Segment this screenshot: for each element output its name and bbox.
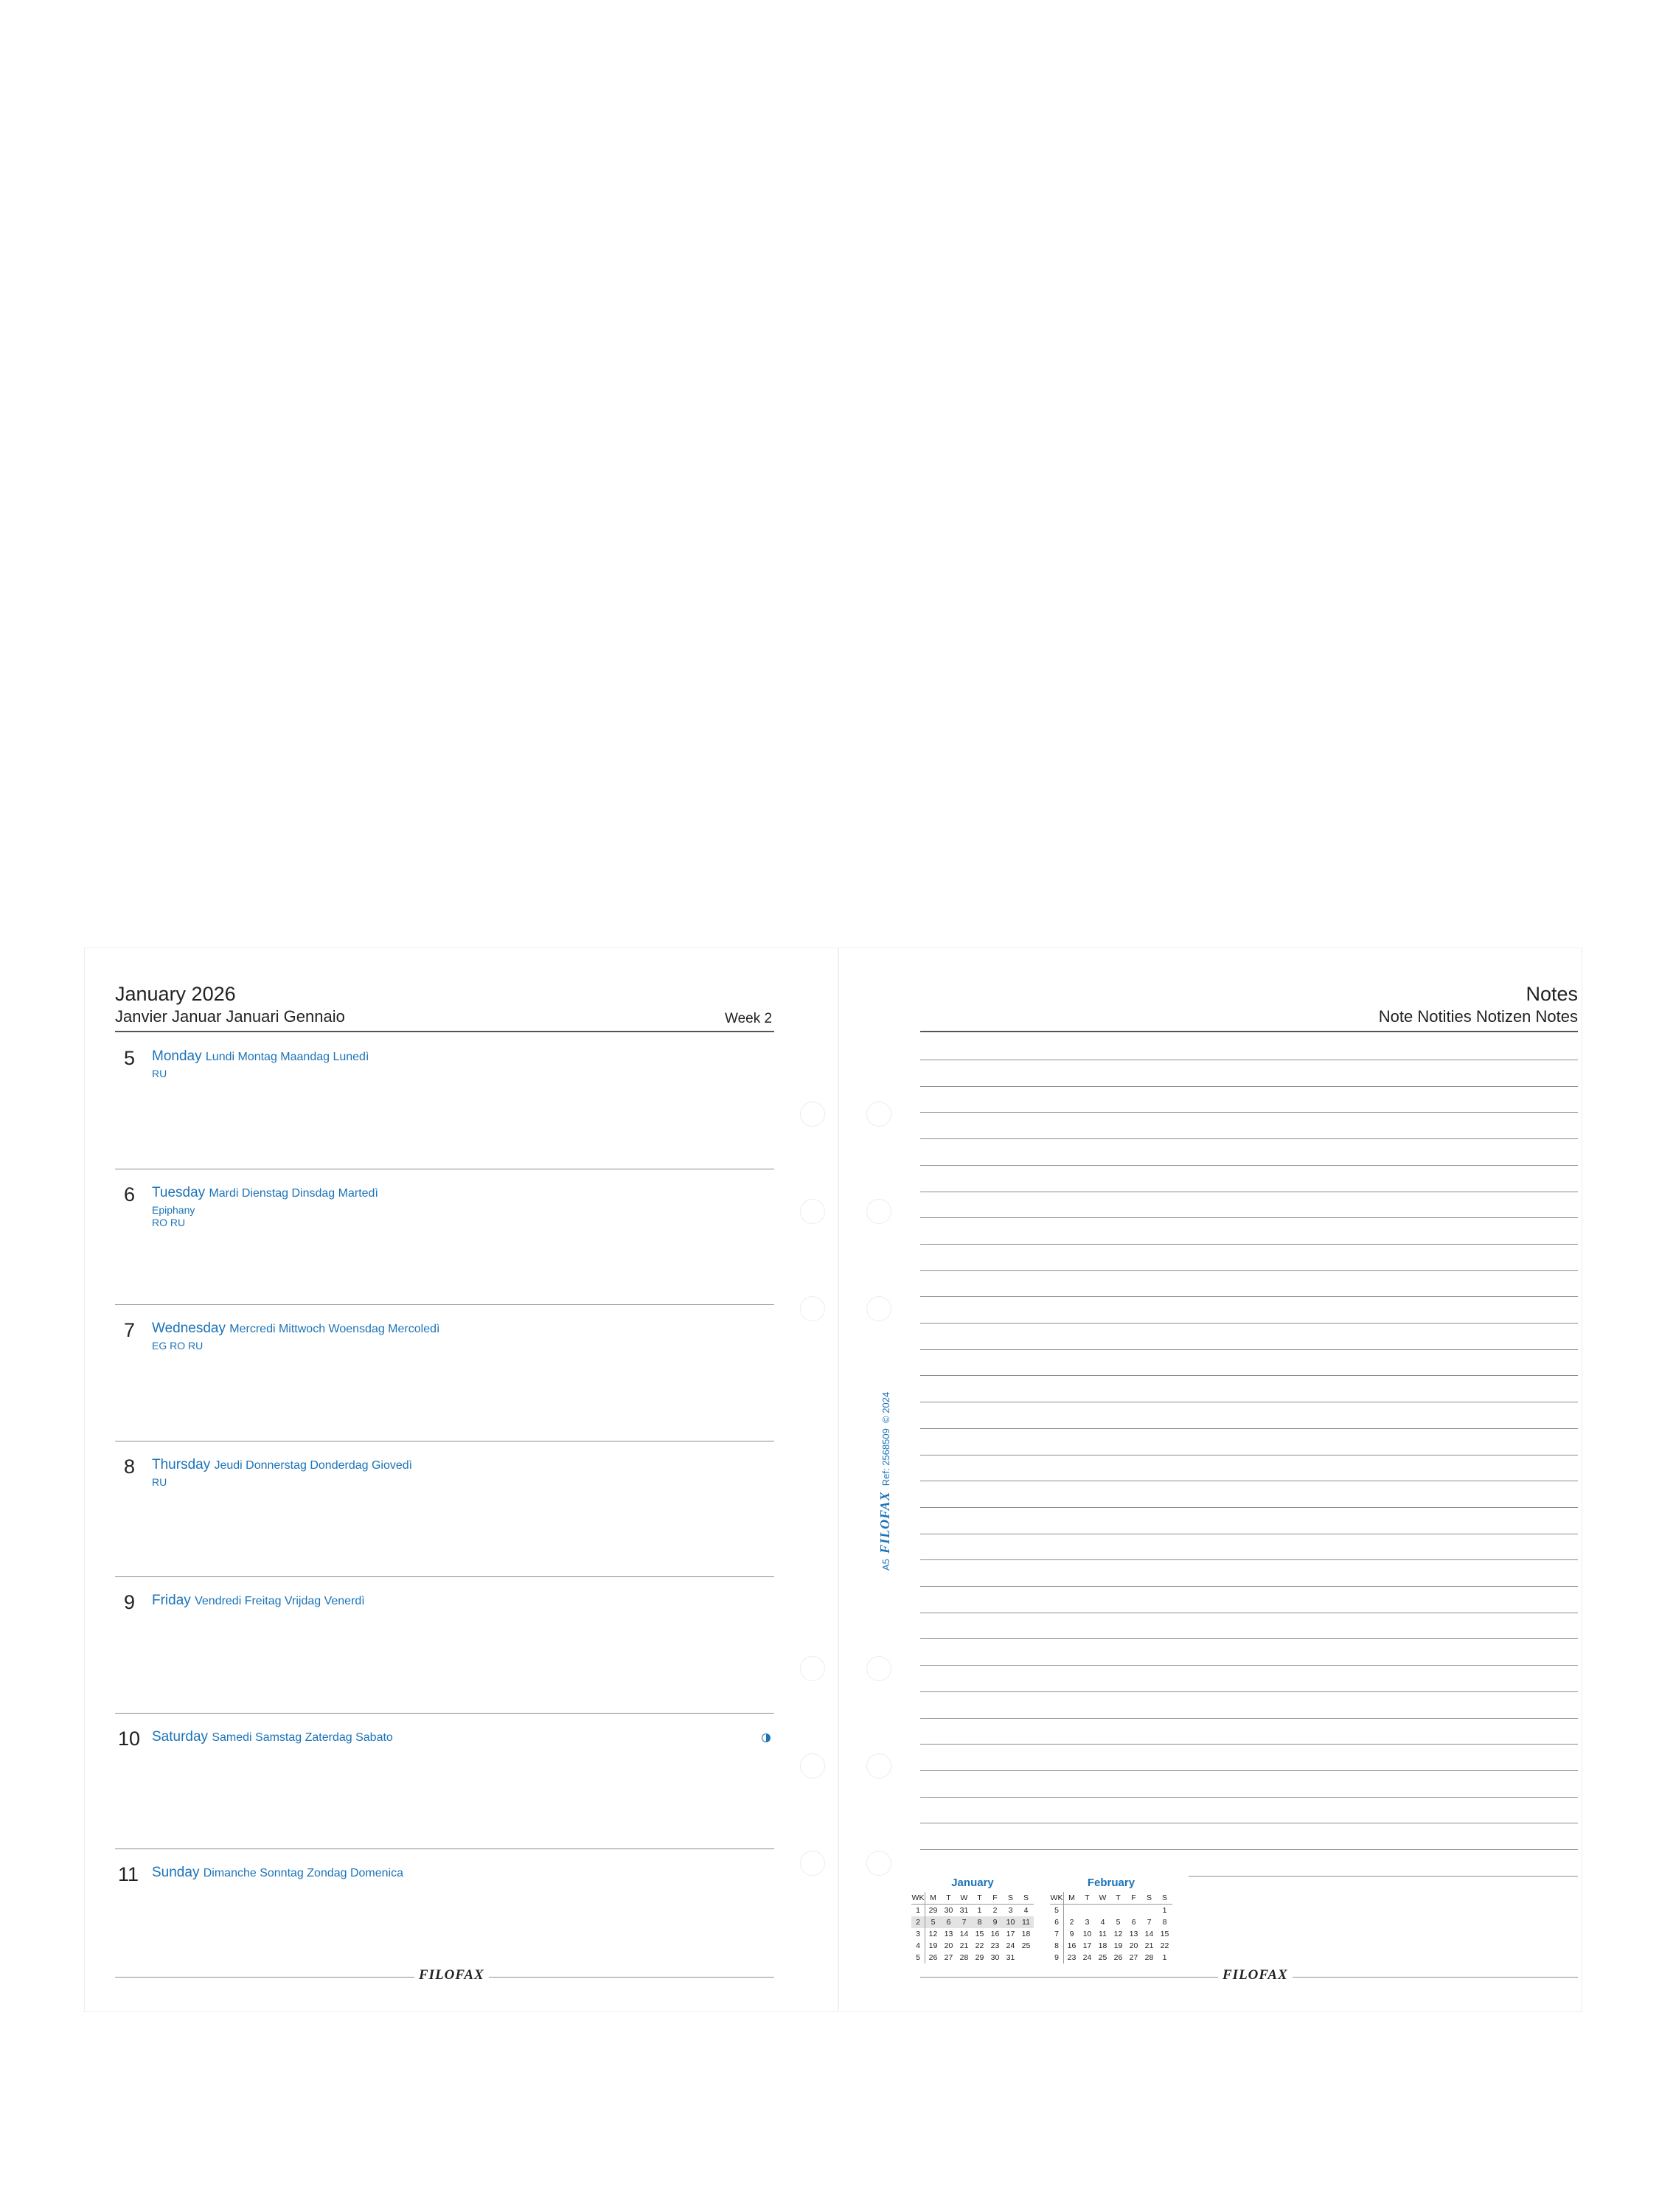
note-line bbox=[920, 1559, 1578, 1560]
left-page-diary bbox=[84, 947, 838, 2012]
note-line bbox=[920, 1323, 1578, 1324]
note-line bbox=[920, 1586, 1578, 1587]
calendar-date: 3 bbox=[1008, 1906, 1013, 1915]
calendar-date: 16 bbox=[990, 1930, 1000, 1938]
reference-number: Ref: 2568509 bbox=[880, 1428, 891, 1486]
day-holiday-note: RU bbox=[152, 1068, 167, 1079]
note-line bbox=[920, 1797, 1578, 1798]
calendar-date: 24 bbox=[1082, 1953, 1092, 1962]
note-line bbox=[920, 1165, 1578, 1166]
calendar-date bbox=[1126, 1905, 1141, 1917]
filofax-logo-left: FILOFAX bbox=[414, 1967, 489, 1983]
day-number: 7 bbox=[124, 1319, 136, 1341]
weekday-header: WK bbox=[1050, 1892, 1064, 1905]
calendar-date: 6 bbox=[1131, 1918, 1136, 1927]
day-holiday-note: EG RO RU bbox=[152, 1340, 204, 1352]
calendar-date: 11 bbox=[1099, 1930, 1107, 1938]
week-number: 6 bbox=[1050, 1916, 1064, 1928]
week-number: 5 bbox=[911, 1952, 925, 1964]
header-rule bbox=[115, 1031, 774, 1032]
day-name-translations: Dimanche Sonntag Zondag Domenica bbox=[203, 1867, 404, 1879]
week-number: 4 bbox=[911, 1940, 925, 1952]
weekday-header: F bbox=[987, 1892, 1003, 1905]
calendar-date: 22 bbox=[1160, 1941, 1169, 1950]
day-holiday-note: Epiphany bbox=[152, 1203, 195, 1216]
calendar-date: 6 bbox=[941, 1916, 956, 1928]
weekday-header: T bbox=[1079, 1892, 1095, 1905]
note-line bbox=[920, 1086, 1578, 1087]
ring-hole bbox=[866, 1656, 891, 1681]
calendar-date: 15 bbox=[975, 1930, 984, 1938]
calendar-date: 5 bbox=[1116, 1918, 1121, 1927]
ring-hole bbox=[800, 1656, 825, 1681]
day-name: Monday bbox=[152, 1048, 202, 1064]
calendar-date: 31 bbox=[1006, 1953, 1015, 1962]
calendar-date: 12 bbox=[928, 1930, 938, 1938]
day-name: Sunday bbox=[152, 1865, 200, 1880]
week-number: 5 bbox=[1050, 1905, 1064, 1917]
note-line bbox=[920, 1138, 1578, 1139]
first-quarter-moon-icon bbox=[762, 1733, 771, 1742]
calendar-date: 11 bbox=[1018, 1916, 1034, 1928]
calendar-date: 1 bbox=[1162, 1906, 1167, 1915]
note-line bbox=[920, 1375, 1578, 1376]
calendar-date: 28 bbox=[959, 1953, 969, 1962]
ring-hole bbox=[866, 1296, 891, 1321]
calendar-date: 4 bbox=[1100, 1918, 1105, 1927]
right-page-notes bbox=[839, 947, 1582, 2012]
calendar-date: 12 bbox=[1113, 1930, 1123, 1938]
note-line bbox=[920, 1349, 1578, 1350]
calendar-date: 1 bbox=[1162, 1953, 1167, 1962]
calendar-date bbox=[1110, 1905, 1126, 1917]
day-holiday-note: RU bbox=[152, 1475, 167, 1488]
day-number: 9 bbox=[124, 1591, 136, 1613]
note-line bbox=[920, 1296, 1578, 1297]
calendar-date: 5 bbox=[925, 1916, 942, 1928]
day-number: 10 bbox=[118, 1727, 141, 1750]
ring-hole bbox=[800, 1102, 825, 1127]
calendar-date bbox=[1079, 1905, 1095, 1917]
day-divider bbox=[115, 1576, 774, 1577]
calendar-date: 17 bbox=[1006, 1930, 1015, 1938]
calendar-date: 1 bbox=[977, 1906, 982, 1915]
calendar-date: 8 bbox=[972, 1916, 987, 1928]
filofax-logo-side: FILOFAX bbox=[877, 1491, 892, 1554]
day-name: Saturday bbox=[152, 1728, 209, 1745]
weekday-header: W bbox=[956, 1892, 972, 1905]
calendar-date: 20 bbox=[944, 1941, 953, 1950]
calendar-date: 9 bbox=[1069, 1930, 1074, 1938]
day-divider bbox=[115, 1713, 774, 1714]
calendar-date: 26 bbox=[1113, 1953, 1123, 1962]
calendar-date: 23 bbox=[990, 1941, 1000, 1950]
calendar-date: 15 bbox=[1160, 1930, 1169, 1938]
week-number: 9 bbox=[1050, 1952, 1064, 1964]
paper-size: A5 bbox=[880, 1559, 891, 1571]
month-title: January 2026 bbox=[115, 983, 236, 1005]
day-name: Friday bbox=[152, 1593, 191, 1608]
day-number: 5 bbox=[124, 1047, 136, 1069]
ring-hole bbox=[800, 1753, 825, 1778]
day-number: 11 bbox=[118, 1863, 139, 1885]
ring-hole bbox=[866, 1753, 891, 1778]
ring-hole bbox=[800, 1199, 825, 1224]
filofax-logo-right: FILOFAX bbox=[1218, 1967, 1293, 1983]
note-line bbox=[920, 1428, 1578, 1429]
day-name-translations: Samedi Samstag Zaterdag Sabato bbox=[212, 1731, 393, 1744]
weekday-header: W bbox=[1095, 1892, 1110, 1905]
mini-calendar-month: February bbox=[1087, 1877, 1135, 1889]
day-divider bbox=[115, 1848, 774, 1849]
calendar-date: 7 bbox=[956, 1916, 972, 1928]
weekday-header: T bbox=[941, 1892, 956, 1905]
calendar-date: 29 bbox=[975, 1953, 984, 1962]
calendar-date: 20 bbox=[1129, 1941, 1138, 1950]
weekday-header: T bbox=[1110, 1892, 1126, 1905]
day-name-translations: Mardi Dienstag Dinsdag Martedì bbox=[209, 1186, 378, 1200]
calendar-date: 21 bbox=[959, 1941, 969, 1950]
calendar-date: 30 bbox=[944, 1906, 953, 1915]
calendar-date: 28 bbox=[1144, 1953, 1154, 1962]
calendar-date: 9 bbox=[987, 1916, 1003, 1928]
day-name-row bbox=[152, 1593, 365, 1609]
note-line bbox=[920, 1638, 1578, 1639]
calendar-date: 7 bbox=[1147, 1918, 1152, 1927]
week-number: 3 bbox=[911, 1928, 925, 1940]
day-name-row bbox=[152, 1321, 439, 1337]
ring-hole bbox=[866, 1199, 891, 1224]
weekday-header: F bbox=[1126, 1892, 1141, 1905]
calendar-date: 10 bbox=[1003, 1916, 1018, 1928]
weekday-header: S bbox=[1157, 1892, 1172, 1905]
week-number: 7 bbox=[1050, 1928, 1064, 1940]
calendar-date: 18 bbox=[1021, 1930, 1031, 1938]
calendar-date bbox=[1018, 1952, 1034, 1964]
ring-hole bbox=[866, 1102, 891, 1127]
weekday-header: T bbox=[972, 1892, 987, 1905]
calendar-date: 26 bbox=[928, 1953, 938, 1962]
note-line bbox=[920, 1691, 1578, 1692]
day-name-translations: Lundi Montag Maandag Lunedì bbox=[205, 1051, 369, 1063]
calendar-date bbox=[1141, 1905, 1157, 1917]
side-reference bbox=[877, 1392, 893, 1571]
ring-hole bbox=[800, 1851, 825, 1876]
calendar-date: 24 bbox=[1006, 1941, 1015, 1950]
calendar-date: 2 bbox=[992, 1906, 998, 1915]
calendar-date: 22 bbox=[975, 1941, 984, 1950]
ring-hole bbox=[800, 1296, 825, 1321]
calendar-date: 21 bbox=[1144, 1941, 1154, 1950]
calendar-date: 27 bbox=[1129, 1953, 1138, 1962]
calendar-date: 8 bbox=[1162, 1918, 1167, 1927]
calendar-date: 27 bbox=[944, 1953, 953, 1962]
calendar-date: 13 bbox=[944, 1930, 953, 1938]
calendar-date: 19 bbox=[1113, 1941, 1123, 1950]
day-name-translations: Jeudi Donnerstag Donderdag Giovedì bbox=[214, 1458, 413, 1472]
calendar-date: 19 bbox=[928, 1941, 938, 1950]
weekday-header: S bbox=[1003, 1892, 1018, 1905]
note-line bbox=[1189, 1876, 1578, 1877]
day-name-row bbox=[152, 1865, 403, 1881]
notes-header-rule bbox=[920, 1031, 1578, 1032]
weekday-header: M bbox=[925, 1892, 942, 1905]
notes-translations: Note Notities Notizen Notes bbox=[1378, 1007, 1578, 1026]
calendar-date: 10 bbox=[1082, 1930, 1092, 1938]
calendar-date: 14 bbox=[1144, 1930, 1154, 1938]
note-line bbox=[920, 1507, 1578, 1508]
calendar-date: 30 bbox=[990, 1953, 1000, 1962]
notes-title: Notes bbox=[1526, 983, 1578, 1005]
mini-calendar-february bbox=[1050, 1877, 1172, 1964]
note-line bbox=[920, 1718, 1578, 1719]
mini-calendar-january bbox=[911, 1877, 1034, 1964]
calendar-date: 29 bbox=[928, 1906, 938, 1915]
note-line bbox=[920, 1244, 1578, 1245]
calendar-date: 17 bbox=[1082, 1941, 1092, 1950]
day-number: 6 bbox=[124, 1183, 136, 1206]
note-line bbox=[920, 1112, 1578, 1113]
calendar-date: 31 bbox=[959, 1906, 969, 1915]
day-name: Thursday bbox=[152, 1456, 211, 1472]
calendar-date bbox=[1064, 1905, 1080, 1917]
calendar-date bbox=[1095, 1905, 1110, 1917]
note-line bbox=[920, 1665, 1578, 1666]
calendar-date: 14 bbox=[959, 1930, 969, 1938]
day-name-row bbox=[152, 1457, 412, 1473]
weekday-header: M bbox=[1064, 1892, 1080, 1905]
day-holiday-note: RO RU bbox=[152, 1216, 186, 1228]
ring-hole bbox=[866, 1851, 891, 1876]
weekday-header: S bbox=[1141, 1892, 1157, 1905]
calendar-date: 25 bbox=[1098, 1953, 1107, 1962]
calendar-date: 2 bbox=[1069, 1918, 1074, 1927]
day-divider bbox=[115, 1304, 774, 1305]
calendar-date: 25 bbox=[1021, 1941, 1031, 1950]
calendar-date: 4 bbox=[1023, 1906, 1029, 1915]
day-name: Wednesday bbox=[152, 1321, 226, 1336]
calendar-date: 23 bbox=[1067, 1953, 1077, 1962]
mini-calendar-month: January bbox=[951, 1877, 994, 1889]
calendar-date: 13 bbox=[1129, 1930, 1138, 1938]
day-name-row bbox=[152, 1185, 378, 1201]
day-name-translations: Vendredi Freitag Vrijdag Venerdì bbox=[195, 1595, 365, 1607]
day-name-row bbox=[152, 1729, 393, 1745]
day-name-row bbox=[152, 1048, 369, 1065]
note-line bbox=[920, 1770, 1578, 1771]
day-name: Tuesday bbox=[152, 1184, 206, 1200]
calendar-date: 3 bbox=[1085, 1918, 1090, 1927]
note-line bbox=[920, 1217, 1578, 1218]
weekday-header: S bbox=[1018, 1892, 1034, 1905]
week-number: 1 bbox=[911, 1905, 925, 1917]
calendar-date: 16 bbox=[1067, 1941, 1077, 1950]
month-translations: Janvier Januar Januari Gennaio bbox=[115, 1007, 345, 1026]
week-number: 2 bbox=[911, 1916, 925, 1928]
day-name-translations: Mercredi Mittwoch Woensdag Mercoledì bbox=[229, 1323, 440, 1335]
note-line bbox=[920, 1270, 1578, 1271]
weekday-header: WK bbox=[911, 1892, 925, 1905]
note-line bbox=[920, 1744, 1578, 1745]
calendar-date: 18 bbox=[1098, 1941, 1107, 1950]
note-line bbox=[920, 1849, 1578, 1850]
day-number: 8 bbox=[124, 1455, 136, 1478]
week-number: 8 bbox=[1050, 1940, 1064, 1952]
copyright-text: © 2024 bbox=[880, 1391, 891, 1423]
week-label: Week 2 bbox=[725, 1011, 773, 1026]
